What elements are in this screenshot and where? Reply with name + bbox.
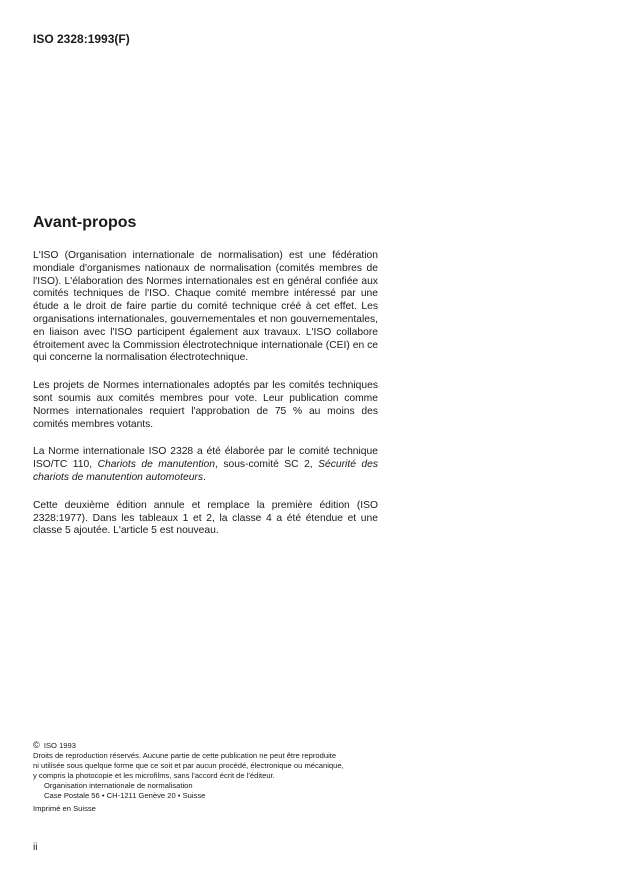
rights-line-2: ni utilisée sous quelque forme que ce soit et par aucun procédé, électronique ou mécanique, xyxy=(33,761,344,770)
paragraph-3-text-1: La Norme internationale ISO 2328 a été élaborée par le comité technique ISO/TC 110, xyxy=(33,446,378,471)
copyright-year: ISO 1993 xyxy=(43,741,76,750)
committee-name: Chariots de manutention xyxy=(97,459,215,471)
publisher-address: Case Postale 56 • CH-1211 Genève 20 • Suisse xyxy=(44,791,206,800)
rights-line-1: Droits de reproduction réservés. Aucune partie de cette publication ne peut être reproduite xyxy=(33,751,337,760)
page-number: ii xyxy=(33,842,38,853)
section-title: Avant-propos xyxy=(33,214,137,231)
foreword-body xyxy=(33,250,378,553)
paragraph-2: Les projets de Normes internationales adoptés par les comités techniques sont soumis aux comités membres pour vote. Leur publication comme Normes internationales requiert l'approbation de 75 % au moins des comités membres votants. xyxy=(33,380,378,430)
paragraph-3-text-2: , sous-comité SC 2, xyxy=(214,459,319,471)
paragraph-3-text-3: . xyxy=(203,471,206,483)
publisher-name: Organisation internationale de normalisation xyxy=(44,781,193,790)
document-id: ISO 2328:1993(F) xyxy=(33,32,130,46)
paragraph-4: Cette deuxième édition annule et remplace la première édition (ISO 2328:1977). Dans les tableaux 1 et 2, la classe 4 a été étendue et une classe 5 ajoutée. L'article 5 est nouveau. xyxy=(33,499,378,537)
rights-line-3: y compris la photocopie et les microfilms, sans l'accord écrit de l'éditeur. xyxy=(33,771,275,780)
paragraph-3 xyxy=(33,446,378,484)
copyright-line xyxy=(33,740,393,751)
paragraph-1: L'ISO (Organisation internationale de normalisation) est une fédération mondiale d'organismes nationaux de normalisation (comités membres de l'ISO). L'élaboration des Normes internationales est en général confiée aux comités techniques de l'ISO. Chaque comité membre intéressé par une étude a le droit de faire partie du comité technique créé à cet effet. Les organisations internationales, gouvernementales et non gouvernementales, en liaison avec l'ISO participent également aux travaux. L'ISO collabore étroitement avec la Commission électrotechnique internationale (CEI) en ce qui concerne la normalisation électrotechnique. xyxy=(33,250,378,364)
printed-in: Imprimé en Suisse xyxy=(33,804,96,813)
copyright-icon: © xyxy=(33,740,40,750)
copyright-notice xyxy=(33,740,393,814)
subcommittee-name: Sécurité des chariots de manutention automoteurs xyxy=(33,459,378,483)
